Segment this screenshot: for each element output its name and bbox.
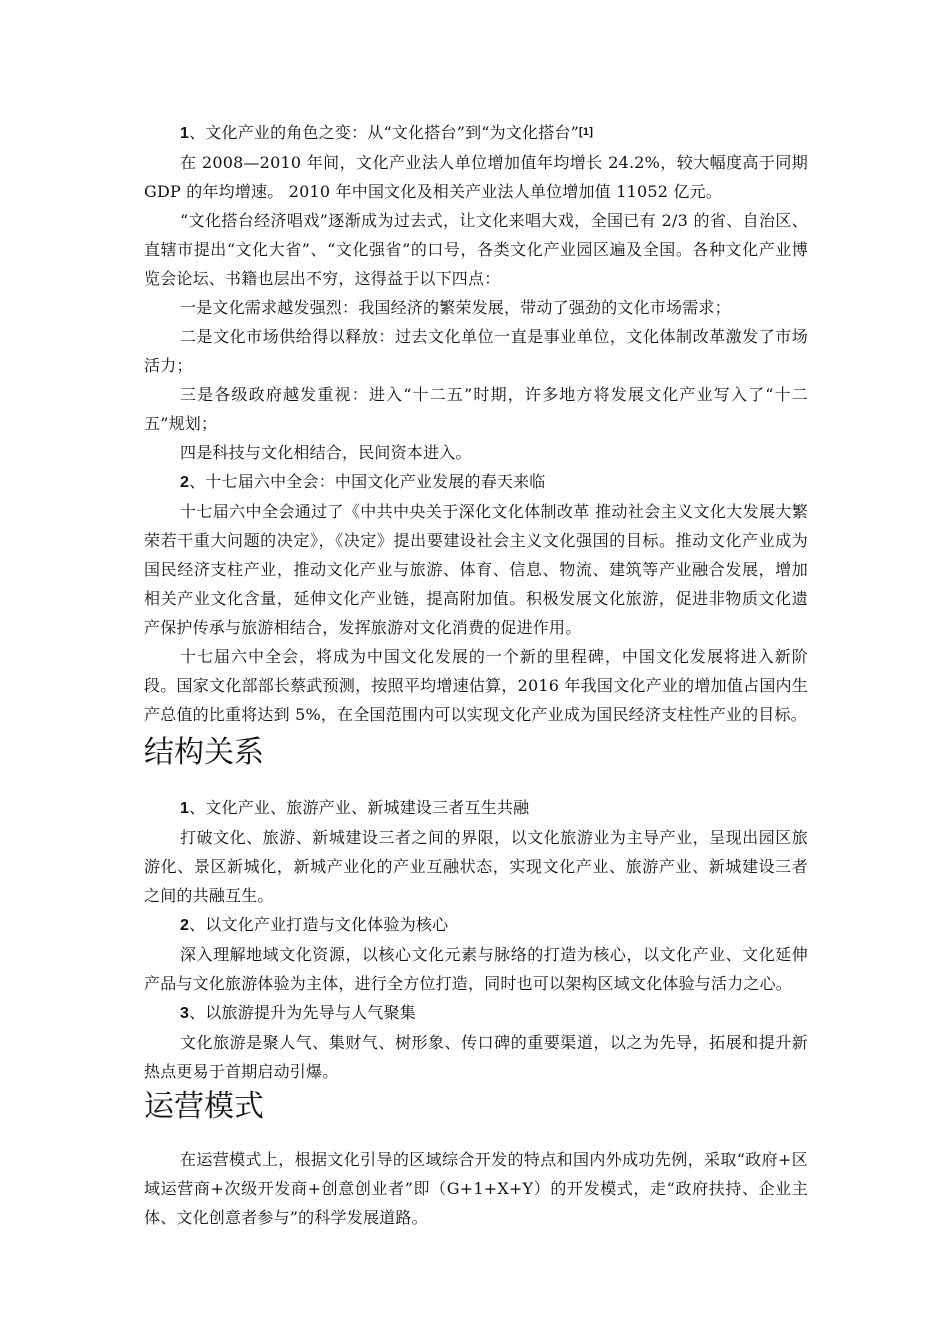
section-heading-culture-role <box>144 118 808 148</box>
heading-text: 、以旅游提升为先导与人气聚集 <box>189 1003 416 1022</box>
paragraph: 深入理解地域文化资源，以核心文化元素与脉络的打造为核心，以文化产业、文化延伸产品与文化旅游体验为主体，进行全方位打造，同时也可以架构区域文化体验与活力之心。 <box>144 945 808 993</box>
heading-number: 1 <box>180 125 190 142</box>
structure-item-heading <box>144 793 808 823</box>
heading-text: 、十七届六中全会：中国文化产业发展的春天来临 <box>189 472 546 491</box>
heading-number: 2 <box>180 917 190 934</box>
heading-text: 、以文化产业打造与文化体验为核心 <box>189 915 449 934</box>
paragraph: 在 2008—2010 年间，文化产业法人单位增加值年均增长 24.2%，较大幅度高于同期 GDP 的年均增速。 2010 年中国文化及相关产业法人单位增加值 11052 亿元。 <box>144 153 808 201</box>
section-title-structure: 结构关系 <box>144 735 264 770</box>
paragraph: 十七届六中全会，将成为中国文化发展的一个新的里程碑，中国文化发展将进入新阶段。国家文化部部长蔡武预测，按照平均增速估算，2016 年我国文化产业的增加值占国内生产总值的比重将达到 5%，在全国范围内可以实现文化产业成为国民经济支柱性产业的目标。 <box>144 647 808 724</box>
heading-text: 、文化产业的角色之变：从“文化搭台”到“为文化搭台” <box>189 123 580 142</box>
footnote-reference: [1] <box>579 126 594 138</box>
paragraph: 在运营模式上，根据文化引导的区域综合开发的特点和国内外成功先例，采取“政府+区域运营商+次级开发商+创意创业者”即（G+1+X+Y）的开发模式，走“政府扶持、企业主体、文化创意者参与”的科学发展道路。 <box>144 1150 808 1227</box>
section-heading-plenum <box>144 467 808 497</box>
heading-number: 1 <box>180 800 190 817</box>
paragraph: “文化搭台经济唱戏”逐渐成为过去式，让文化来唱大戏，全国已有 2/3 的省、自治区、直辖市提出“文化大省”、“文化强省”的口号，各类文化产业园区遍及全国。各种文化产业博览会论坛、书籍也层出不穷，这得益于以下四点： <box>144 211 808 288</box>
paragraph: 三是各级政府越发重视：进入“十二五”时期，许多地方将发展文化产业写入了“十二五”规划； <box>144 385 808 433</box>
structure-item-heading <box>144 910 808 940</box>
heading-number: 3 <box>180 1005 190 1022</box>
heading-text: 、文化产业、旅游产业、新城建设三者互生共融 <box>189 798 530 817</box>
paragraph: 一是文化需求越发强烈：我国经济的繁荣发展，带动了强劲的文化市场需求； <box>180 298 731 317</box>
heading-number: 2 <box>180 474 190 491</box>
paragraph: 文化旅游是聚人气、集财气、树形象、传口碑的重要渠道，以之为先导，拓展和提升新热点更易于首期启动引爆。 <box>144 1033 808 1081</box>
paragraph: 二是文化市场供给得以释放：过去文化单位一直是事业单位，文化体制改革激发了市场活力； <box>144 327 808 375</box>
paragraph: 四是科技与文化相结合，民间资本进入。 <box>180 443 472 462</box>
section-title-operation: 运营模式 <box>144 1089 264 1124</box>
structure-item-heading <box>144 998 808 1028</box>
paragraph: 十七届六中全会通过了《中共中央关于深化文化体制改革 推动社会主义文化大发展大繁荣若干重大问题的决定》，《决定》提出要建设社会主义文化强国的目标。推动文化产业成为国民经济支柱产业，推动文化产业与旅游、体育、信息、物流、建筑等产业融合发展，增加相关产业文化含量，延伸文化产业链，提高附加值。积极发展文化旅游，促进非物质文化遗产保护传承与旅游相结合，发挥旅游对文化消费的促进作用。 <box>144 502 808 637</box>
document-body <box>144 118 808 1232</box>
paragraph: 打破文化、旅游、新城建设三者之间的界限，以文化旅游业为主导产业，呈现出园区旅游化、景区新城化，新城产业化的产业互融状态，实现文化产业、旅游产业、新城建设三者之间的共融互生。 <box>144 828 808 905</box>
